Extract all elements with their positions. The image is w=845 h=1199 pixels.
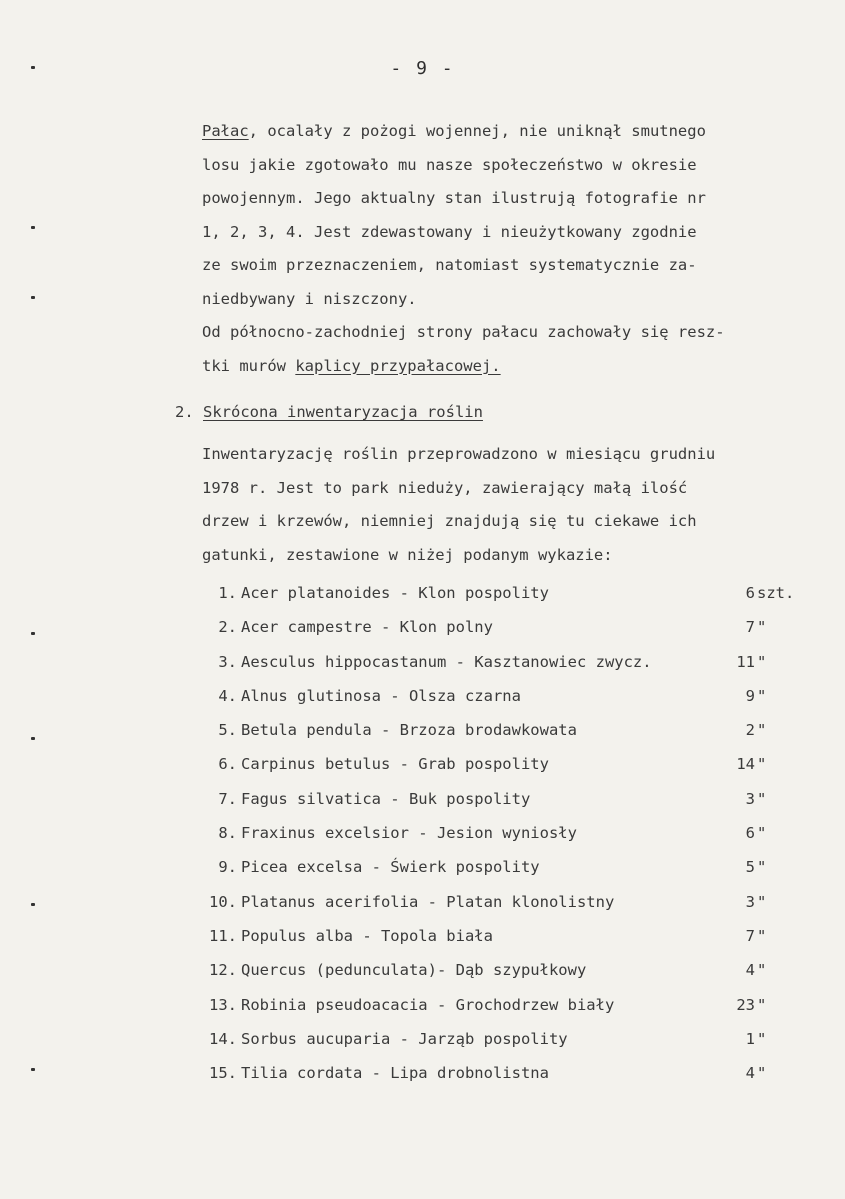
- plant-count: 4: [745, 961, 755, 980]
- plant-name: Tilia cordata - Lipa drobnolistna: [241, 1064, 549, 1083]
- count-unit: ": [757, 892, 767, 911]
- item-number: 9.: [218, 858, 237, 877]
- list-item: [197, 790, 797, 824]
- plant-name: Populus alba - Topola biała: [241, 926, 493, 945]
- count-unit: ": [757, 652, 767, 671]
- text-line: drzew i krzewów, niemniej znajdują się tu ciekawe ich: [202, 512, 697, 530]
- plant-count: 5: [745, 858, 755, 877]
- item-number: 1.: [218, 584, 237, 602]
- plant-count: 2: [745, 721, 755, 740]
- text-line: [202, 350, 802, 384]
- list-item: [197, 961, 797, 995]
- count-unit: szt.: [757, 584, 795, 602]
- item-number: 6.: [218, 755, 237, 774]
- plant-count: 7: [745, 618, 755, 637]
- item-number: 10.: [209, 892, 237, 911]
- item-number: 13.: [209, 995, 237, 1014]
- count-unit: ": [757, 789, 767, 808]
- plant-count: 1: [745, 1029, 755, 1048]
- count-unit: ": [757, 1064, 767, 1083]
- item-number: 8.: [218, 824, 237, 843]
- plant-name: Alnus glutinosa - Olsza czarna: [241, 686, 521, 705]
- underlined-phrase: kaplicy przypałacowej.: [295, 356, 501, 375]
- plant-name: Fagus silvatica - Buk pospolity: [241, 789, 531, 808]
- section-title: Skrócona inwentaryzacja roślin: [203, 403, 483, 421]
- text-line: ze swoim przeznaczeniem, natomiast systematycznie za-: [202, 256, 697, 274]
- margin-mark: [31, 226, 35, 229]
- list-item: [197, 1064, 797, 1098]
- count-unit: ": [757, 858, 767, 877]
- list-item: [197, 755, 797, 789]
- list-item: [197, 893, 797, 927]
- section-paragraph: [202, 438, 802, 572]
- plant-count: 9: [745, 686, 755, 705]
- section-number: 2.: [175, 403, 194, 421]
- plant-name: Sorbus aucuparia - Jarząb pospolity: [241, 1029, 568, 1048]
- margin-mark: [31, 1068, 35, 1071]
- list-item: [197, 618, 797, 652]
- plant-count: 6: [745, 824, 755, 843]
- count-unit: ": [757, 1029, 767, 1048]
- margin-mark: [31, 737, 35, 740]
- count-unit: ": [757, 926, 767, 945]
- item-number: 11.: [209, 926, 237, 945]
- plant-name: Platanus acerifolia - Platan klonolistny: [241, 892, 615, 911]
- text-line: niedbywany i niszczony.: [202, 289, 417, 308]
- margin-mark: [31, 903, 35, 906]
- plant-count: 14: [736, 755, 755, 774]
- count-unit: ": [757, 995, 767, 1014]
- plant-count: 6: [745, 584, 755, 602]
- count-unit: ": [757, 686, 767, 705]
- plant-name: Fraxinus excelsior - Jesion wyniosły: [241, 824, 577, 843]
- list-item: [197, 858, 797, 892]
- plant-name: Robinia pseudoacacia - Grochodrzew biały: [241, 995, 615, 1014]
- plant-name: Carpinus betulus - Grab pospolity: [241, 755, 549, 774]
- text-line: 1, 2, 3, 4. Jest zdewastowany i nieużytkowany zgodnie: [202, 222, 697, 241]
- list-item: [197, 584, 797, 618]
- plant-count: 11: [736, 652, 755, 671]
- count-unit: ": [757, 721, 767, 740]
- list-item: [197, 653, 797, 687]
- item-number: 7.: [218, 789, 237, 808]
- text-line: 1978 r. Jest to park nieduży, zawierający małą ilość: [202, 478, 688, 497]
- list-item: [197, 996, 797, 1030]
- plant-name: Picea excelsa - Świerk pospolity: [241, 858, 540, 877]
- line-text: tki murów: [202, 356, 296, 375]
- item-number: 5.: [218, 721, 237, 740]
- plant-name: Acer platanoides - Klon pospolity: [241, 584, 549, 602]
- plant-name: Betula pendula - Brzoza brodawkowata: [241, 721, 577, 740]
- line-text: , ocalały z pożogi wojennej, nie uniknął smutnego: [248, 122, 706, 140]
- plant-count: 23: [736, 995, 755, 1014]
- list-item: [197, 1030, 797, 1064]
- count-unit: ": [757, 618, 767, 637]
- plant-name: Aesculus hippocastanum - Kasztanowiec zwycz.: [241, 652, 652, 671]
- item-number: 15.: [209, 1064, 237, 1083]
- text-line: Od północno-zachodniej strony pałacu zachowały się resz-: [202, 323, 725, 341]
- plant-count: 7: [745, 926, 755, 945]
- count-unit: ": [757, 961, 767, 980]
- margin-mark: [31, 296, 35, 299]
- list-item: [197, 721, 797, 755]
- list-item: [197, 824, 797, 858]
- plant-list: [197, 584, 797, 1098]
- item-number: 14.: [209, 1029, 237, 1048]
- text-line: losu jakie zgotowało mu nasze społeczeństwo w okresie: [202, 155, 697, 174]
- plant-count: 3: [745, 892, 755, 911]
- plant-name: Acer campestre - Klon polny: [241, 618, 493, 637]
- item-number: 4.: [218, 686, 237, 705]
- plant-count: 4: [745, 1064, 755, 1083]
- underlined-word: Pałac: [202, 122, 249, 140]
- item-number: 3.: [218, 652, 237, 671]
- list-item: [197, 927, 797, 961]
- count-unit: ": [757, 755, 767, 774]
- list-item: [197, 687, 797, 721]
- plant-count: 3: [745, 789, 755, 808]
- text-line: gatunki, zestawione w niżej podanym wykazie:: [202, 545, 613, 564]
- text-line: [202, 115, 802, 149]
- text-line: Inwentaryzację roślin przeprowadzono w miesiącu grudniu: [202, 445, 716, 463]
- page-number: - 9 -: [390, 58, 455, 79]
- margin-mark: [31, 632, 35, 635]
- count-unit: ": [757, 824, 767, 843]
- item-number: 2.: [218, 618, 237, 637]
- text-line: powojennym. Jego aktualny stan ilustrują fotografie nr: [202, 189, 706, 207]
- plant-name: Quercus (pedunculata)- Dąb szypułkowy: [241, 961, 587, 980]
- intro-paragraph: [202, 115, 802, 383]
- section-heading: [175, 403, 483, 421]
- item-number: 12.: [209, 961, 237, 980]
